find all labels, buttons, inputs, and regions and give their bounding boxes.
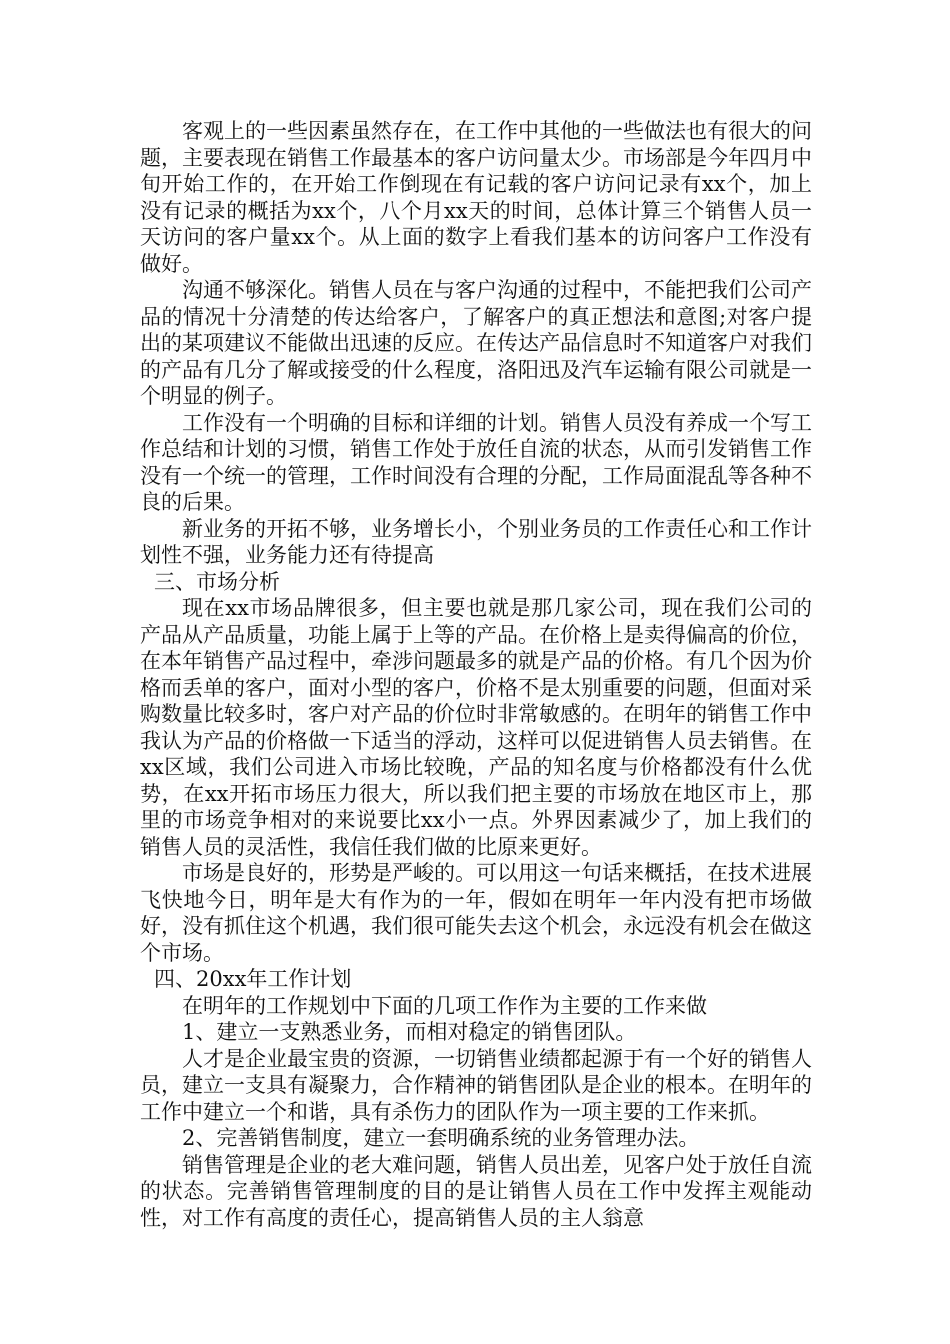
paragraph-new-business: 新业务的开拓不够，业务增长小，个别业务员的工作责任心和工作计划性不强，业务能力还有待提高 — [140, 516, 812, 567]
paragraph-plan-intro: 在明年的工作规划中下面的几项工作作为主要的工作来做 — [182, 993, 707, 1018]
document-page — [140, 118, 812, 1231]
paragraph-work-plan: 工作没有一个明确的目标和详细的计划。销售人员没有养成一个写工作总结和计划的习惯，销售工作处于放任自流的状态，从而引发销售工作没有一个统一的管理，工作时间没有合理的分配，工作局面混乱等各种不良的后果。 — [140, 410, 812, 514]
plan-item-1: 1、建立一支熟悉业务，而相对稳定的销售团队。 — [182, 1020, 637, 1044]
paragraph-talent: 人才是企业最宝贵的资源，一切销售业绩都起源于有一个好的销售人员，建立一支具有凝聚力，合作精神的销售团队是企业的根本。在明年的工作中建立一个和谐，具有杀伤力的团队作为一项主要的工作来抓。 — [140, 1046, 812, 1124]
paragraph-communication: 沟通不够深化。销售人员在与客户沟通的过程中，不能把我们公司产品的情况十分清楚的传达给客户，了解客户的真正想法和意图;对客户提出的某项建议不能做出迅速的反应。在传达产品信息时不知道客户对我们的产品有几分了解或接受的什么程度，洛阳迅及汽车运输有限公司就是一个明显的例子。 — [140, 278, 812, 408]
section-heading-work-plan: 四、20xx年工作计划 — [154, 967, 352, 991]
paragraph-market-brands: 现在xx市场品牌很多，但主要也就是那几家公司，现在我们公司的产品从产品质量，功能上属于上等的产品。在价格上是卖得偏高的价位，在本年销售产品过程中，牵涉问题最多的就是产品的价格。有几个因为价格而丢单的客户，面对小型的客户，价格不是太别重要的问题，但面对采购数量比较多时，客户对产品的价位时非常敏感的。在明年的销售工作中我认为产品的价格做一下适当的浮动，这样可以促进销售人员去销售。在xx区域，我们公司进入市场比较晚，产品的知名度与价格都没有什么优势，在xx开拓市场压力很大，所以我们把主要的市场放在地区市上，那里的市场竞争相对的来说要比xx小一点。外界因素减少了，加上我们的销售人员的灵活性，我信任我们做的比原来更好。 — [140, 596, 812, 859]
plan-item-2: 2、完善销售制度，建立一套明确系统的业务管理办法。 — [182, 1126, 700, 1150]
paragraph-customer-visits: 客观上的一些因素虽然存在，在工作中其他的一些做法也有很大的问题，主要表现在销售工作最基本的客户访问量太少。市场部是今年四月中旬开始工作的，在开始工作倒现在有记载的客户访问记录有xx个，加上没有记录的概括为xx个，八个月xx天的时间，总体计算三个销售人员一天访问的客户量xx个。从上面的数字上看我们基本的访问客户工作没有做好。 — [140, 119, 812, 276]
paragraph-sales-management: 销售管理是企业的老大难问题，销售人员出差，见客户处于放任自流的状态。完善销售管理制度的目的是让销售人员在工作中发挥主观能动性，对工作有高度的责任心，提高销售人员的主人翁意 — [140, 1152, 812, 1230]
section-heading-market-analysis: 三、市场分析 — [154, 569, 280, 594]
paragraph-market-outlook: 市场是良好的，形势是严峻的。可以用这一句话来概括，在技术进展飞快地今日，明年是大有作为的一年，假如在明年一年内没有把市场做好，没有抓住这个机遇，我们很可能失去这个机会，永远没有机会在做这个市场。 — [140, 861, 812, 965]
